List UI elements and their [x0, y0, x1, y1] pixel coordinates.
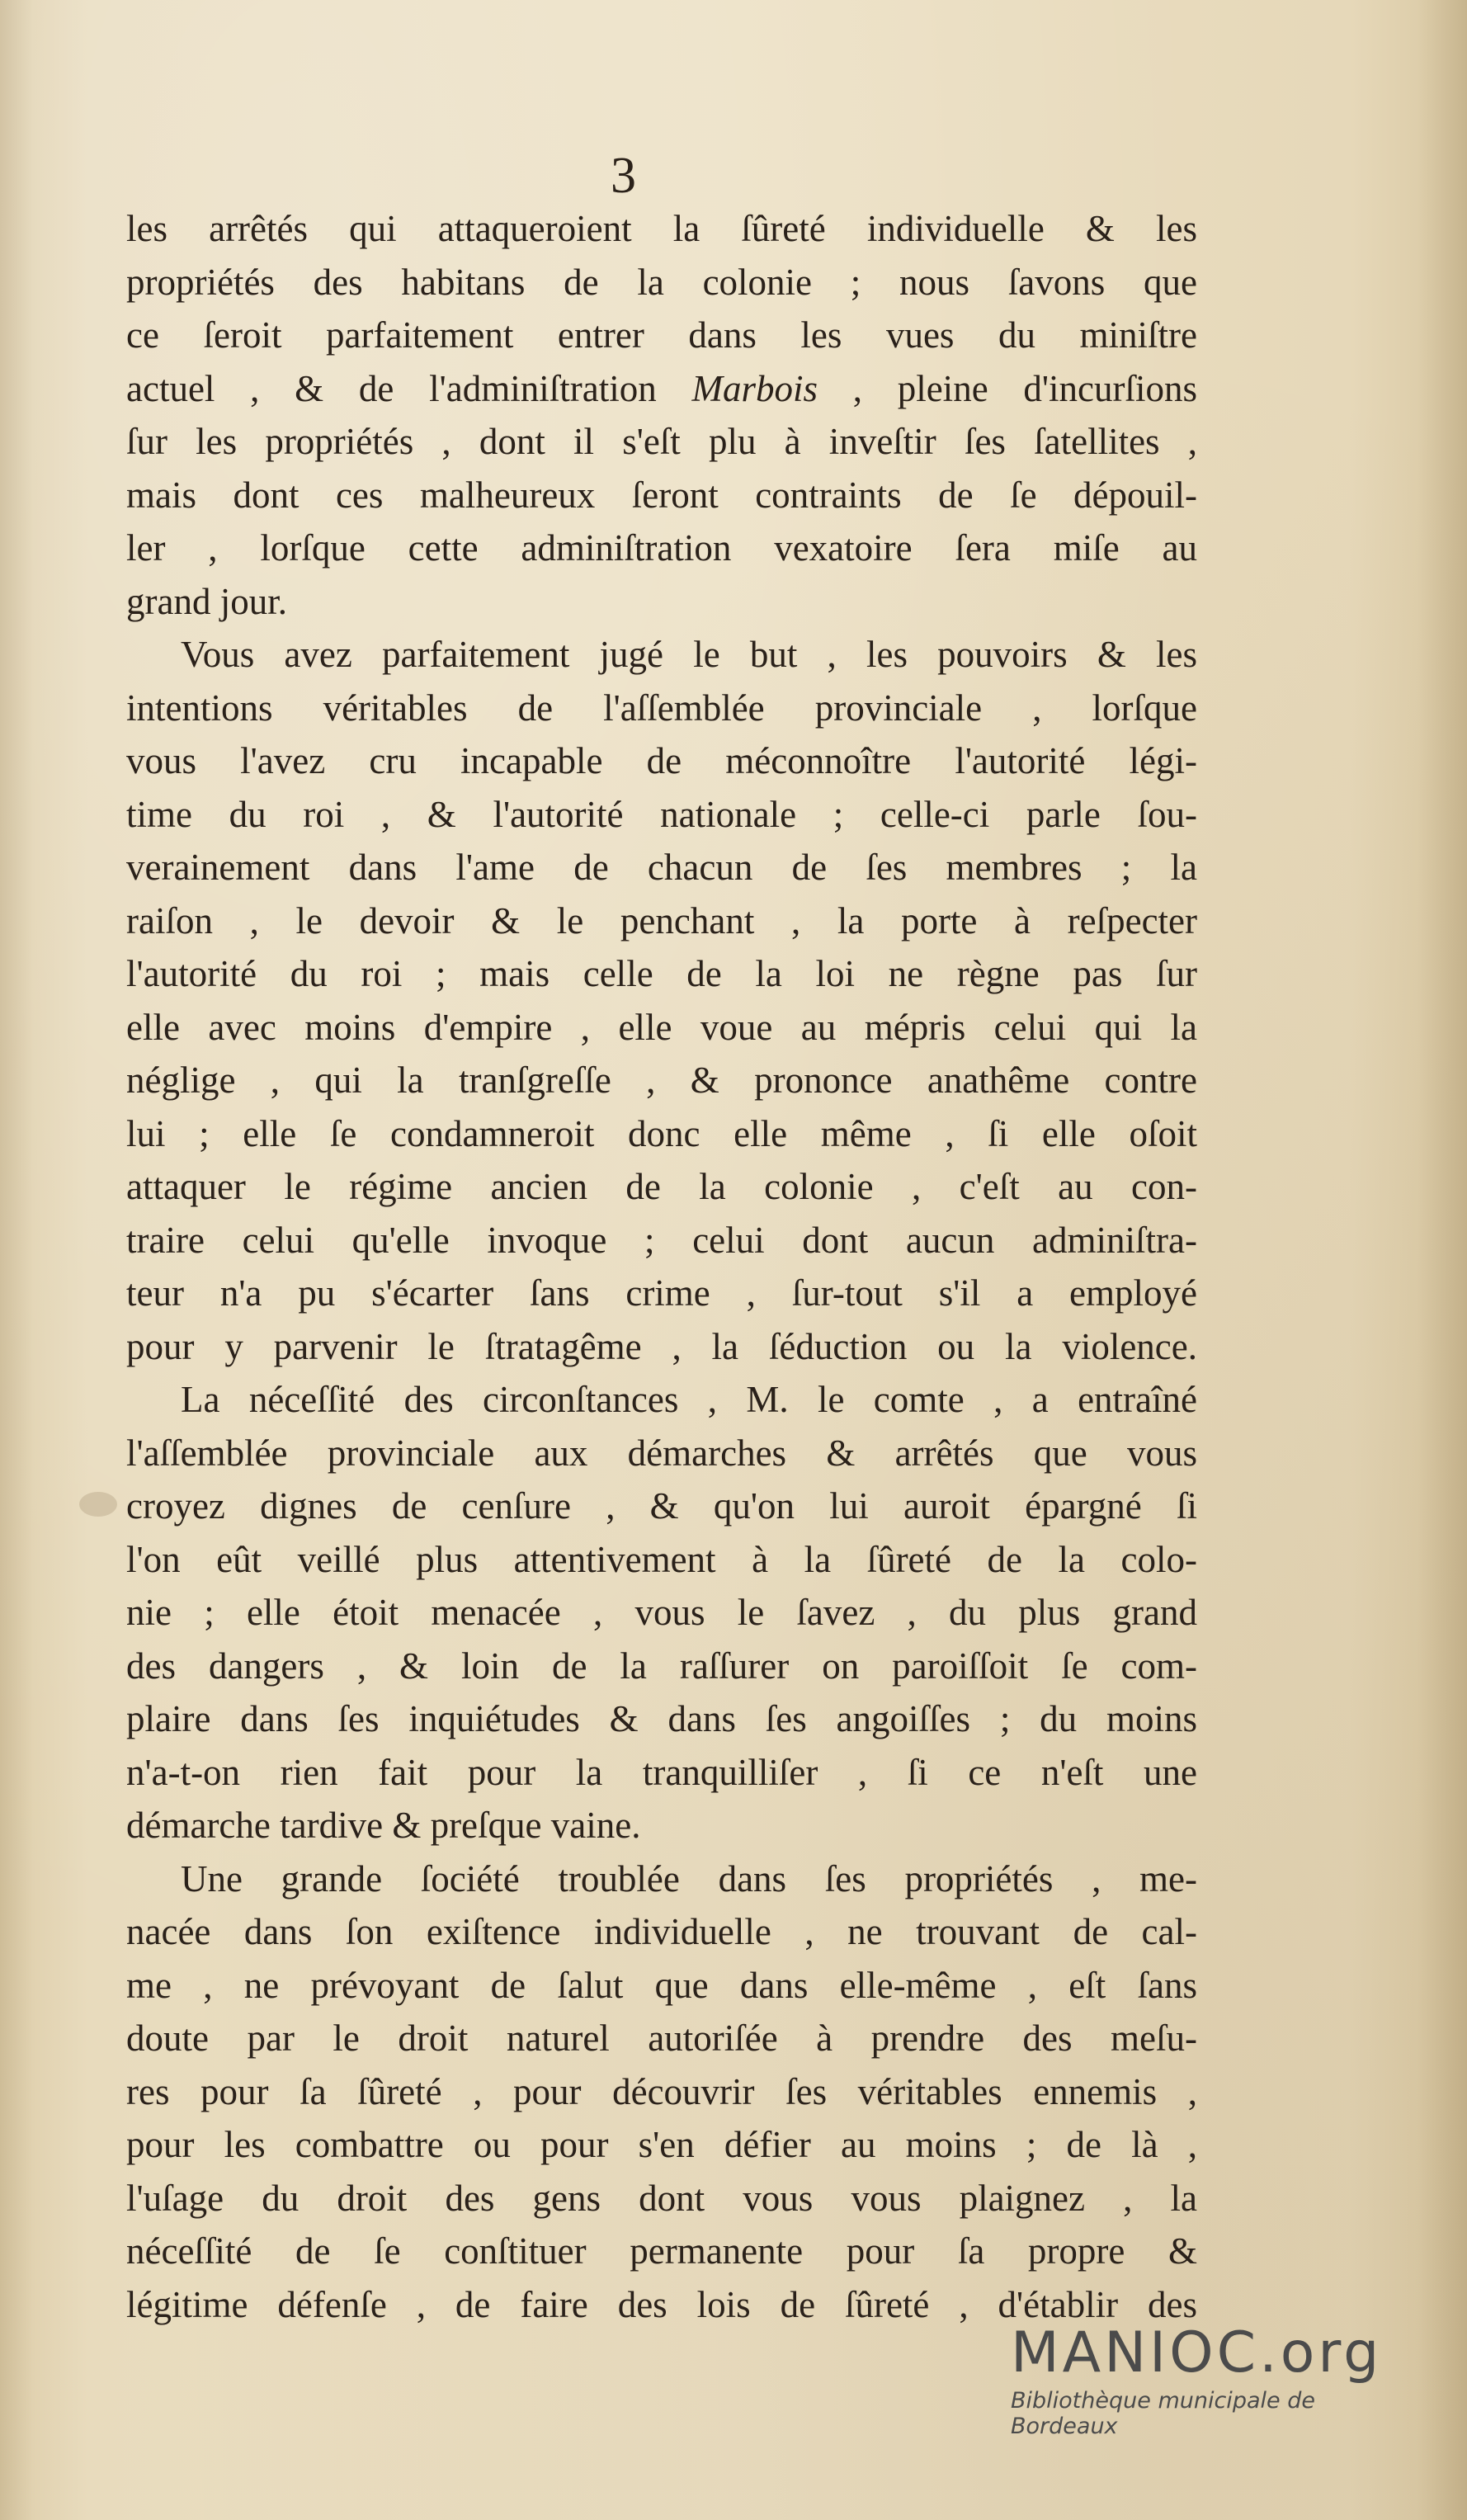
page-number: 3	[611, 148, 636, 204]
text-line: intentions véritables de l'aſſemblée provinciale , lorſque	[126, 687, 1197, 729]
text-segment: actuel , & de l'adminiſtration	[126, 367, 692, 409]
text-line: time du roi , & l'autorité nationale ; celle-ci parle ſou-	[126, 793, 1197, 835]
library-caption: Bibliothèque municipale de Bordeaux	[1011, 2388, 1315, 2439]
manioc-watermark	[1011, 2320, 1383, 2439]
text-line: n'a-t-on rien fait pour la tranquilliſer , ſi ce n'eſt une	[126, 1751, 1197, 1793]
page-edge-shadow-left	[0, 0, 33, 2520]
text-line: raiſon , le devoir & le penchant , la porte à reſpecter	[126, 899, 1197, 941]
text-line: l'uſage du droit des gens dont vous vous plaignez , la	[126, 2177, 1197, 2219]
text-segment: , pleine d'incurſions	[817, 367, 1197, 409]
text-line: ce ſeroit parfaitement entrer dans les vues du miniſtre	[126, 314, 1197, 356]
text-line: res pour ſa ſûreté , pour découvrir ſes véritables ennemis ,	[126, 2070, 1197, 2112]
text-line: néceſſité de ſe conſtituer permanente pour ſa propre &	[126, 2230, 1197, 2272]
text-line: mais dont ces malheureux ſeront contraints de ſe dépouil-	[126, 474, 1197, 516]
text-line: elle avec moins d'empire , elle voue au mépris celui qui la	[126, 1006, 1197, 1048]
text-line: démarche tardive & preſque vaine.	[126, 1805, 641, 1846]
body-text	[126, 202, 1197, 2331]
text-line: ler , lorſque cette adminiſtration vexatoire ſera miſe au	[126, 527, 1197, 569]
text-line: grand jour.	[126, 580, 287, 622]
text-line: les arrêtés qui attaqueroient la ſûreté individuelle & les	[126, 208, 1197, 249]
text-line: croyez dignes de cenſure , & qu'on lui auroit épargné ſi	[126, 1485, 1197, 1527]
text-line: l'autorité du roi ; mais celle de la loi ne règne pas ſur	[126, 953, 1197, 994]
text-line: néglige , qui la tranſgreſſe , & prononce anathême contre	[126, 1059, 1197, 1101]
text-line: pour y parvenir le ſtratagême , la ſéduction ou la violence.	[126, 1325, 1197, 1367]
text-line: pour les combattre ou pour s'en défier au moins ; de là ,	[126, 2124, 1197, 2165]
text-line: l'aſſemblée provinciale aux démarches & arrêtés que vous	[126, 1432, 1197, 1474]
text-line: verainement dans l'ame de chacun de ſes membres ; la	[126, 847, 1197, 888]
text-line	[126, 362, 1197, 416]
text-line: traire celui qu'elle invoque ; celui dont aucun adminiſtra-	[126, 1219, 1197, 1261]
text-line: vous l'avez cru incapable de méconnoître l'autorité légi-	[126, 740, 1197, 781]
text-line: légitime défenſe , de faire des lois de ſûreté , d'établir des	[126, 2283, 1197, 2325]
text-line: Vous avez parfaitement jugé le but , les pouvoirs & les	[181, 634, 1197, 675]
text-line: ſur les propriétés , dont il s'eſt plu à inveſtir ſes ſatellites ,	[126, 421, 1197, 462]
text-line: nacée dans ſon exiſtence individuelle , ne trouvant de cal-	[126, 1911, 1197, 1952]
text-line: nie ; elle étoit menacée , vous le ſavez , du plus grand	[126, 1592, 1197, 1633]
text-line: Une grande ſociété troublée dans ſes propriétés , me-	[181, 1857, 1197, 1899]
italic-name: Marbois	[691, 367, 818, 409]
text-line: des dangers , & loin de la raſſurer on paroiſſoit ſe com-	[126, 1645, 1197, 1687]
ink-smudge	[79, 1492, 117, 1517]
text-line: propriétés des habitans de la colonie ; nous ſavons que	[126, 261, 1197, 303]
text-line: plaire dans ſes inquiétudes & dans ſes angoiſſes ; du moins	[126, 1698, 1197, 1739]
text-line: La néceſſité des circonſtances , M. le comte , a entraîné	[181, 1379, 1197, 1420]
text-line: attaquer le régime ancien de la colonie , c'eſt au con-	[126, 1166, 1197, 1207]
page-edge-shadow-right	[1417, 0, 1467, 2520]
text-line: l'on eût veillé plus attentivement à la ſûreté de la colo-	[126, 1538, 1197, 1580]
text-line: me , ne prévoyant de ſalut que dans elle-même , eſt ſans	[126, 1964, 1197, 2006]
text-line: doute par le droit naturel autoriſée à prendre des meſu-	[126, 2017, 1197, 2059]
text-line: teur n'a pu s'écarter ſans crime , ſur-tout s'il a employé	[126, 1272, 1197, 1314]
manioc-logo: MANIOC.org	[1011, 2320, 1383, 2386]
text-line: lui ; elle ſe condamneroit donc elle même , ſi elle oſoit	[126, 1112, 1197, 1154]
